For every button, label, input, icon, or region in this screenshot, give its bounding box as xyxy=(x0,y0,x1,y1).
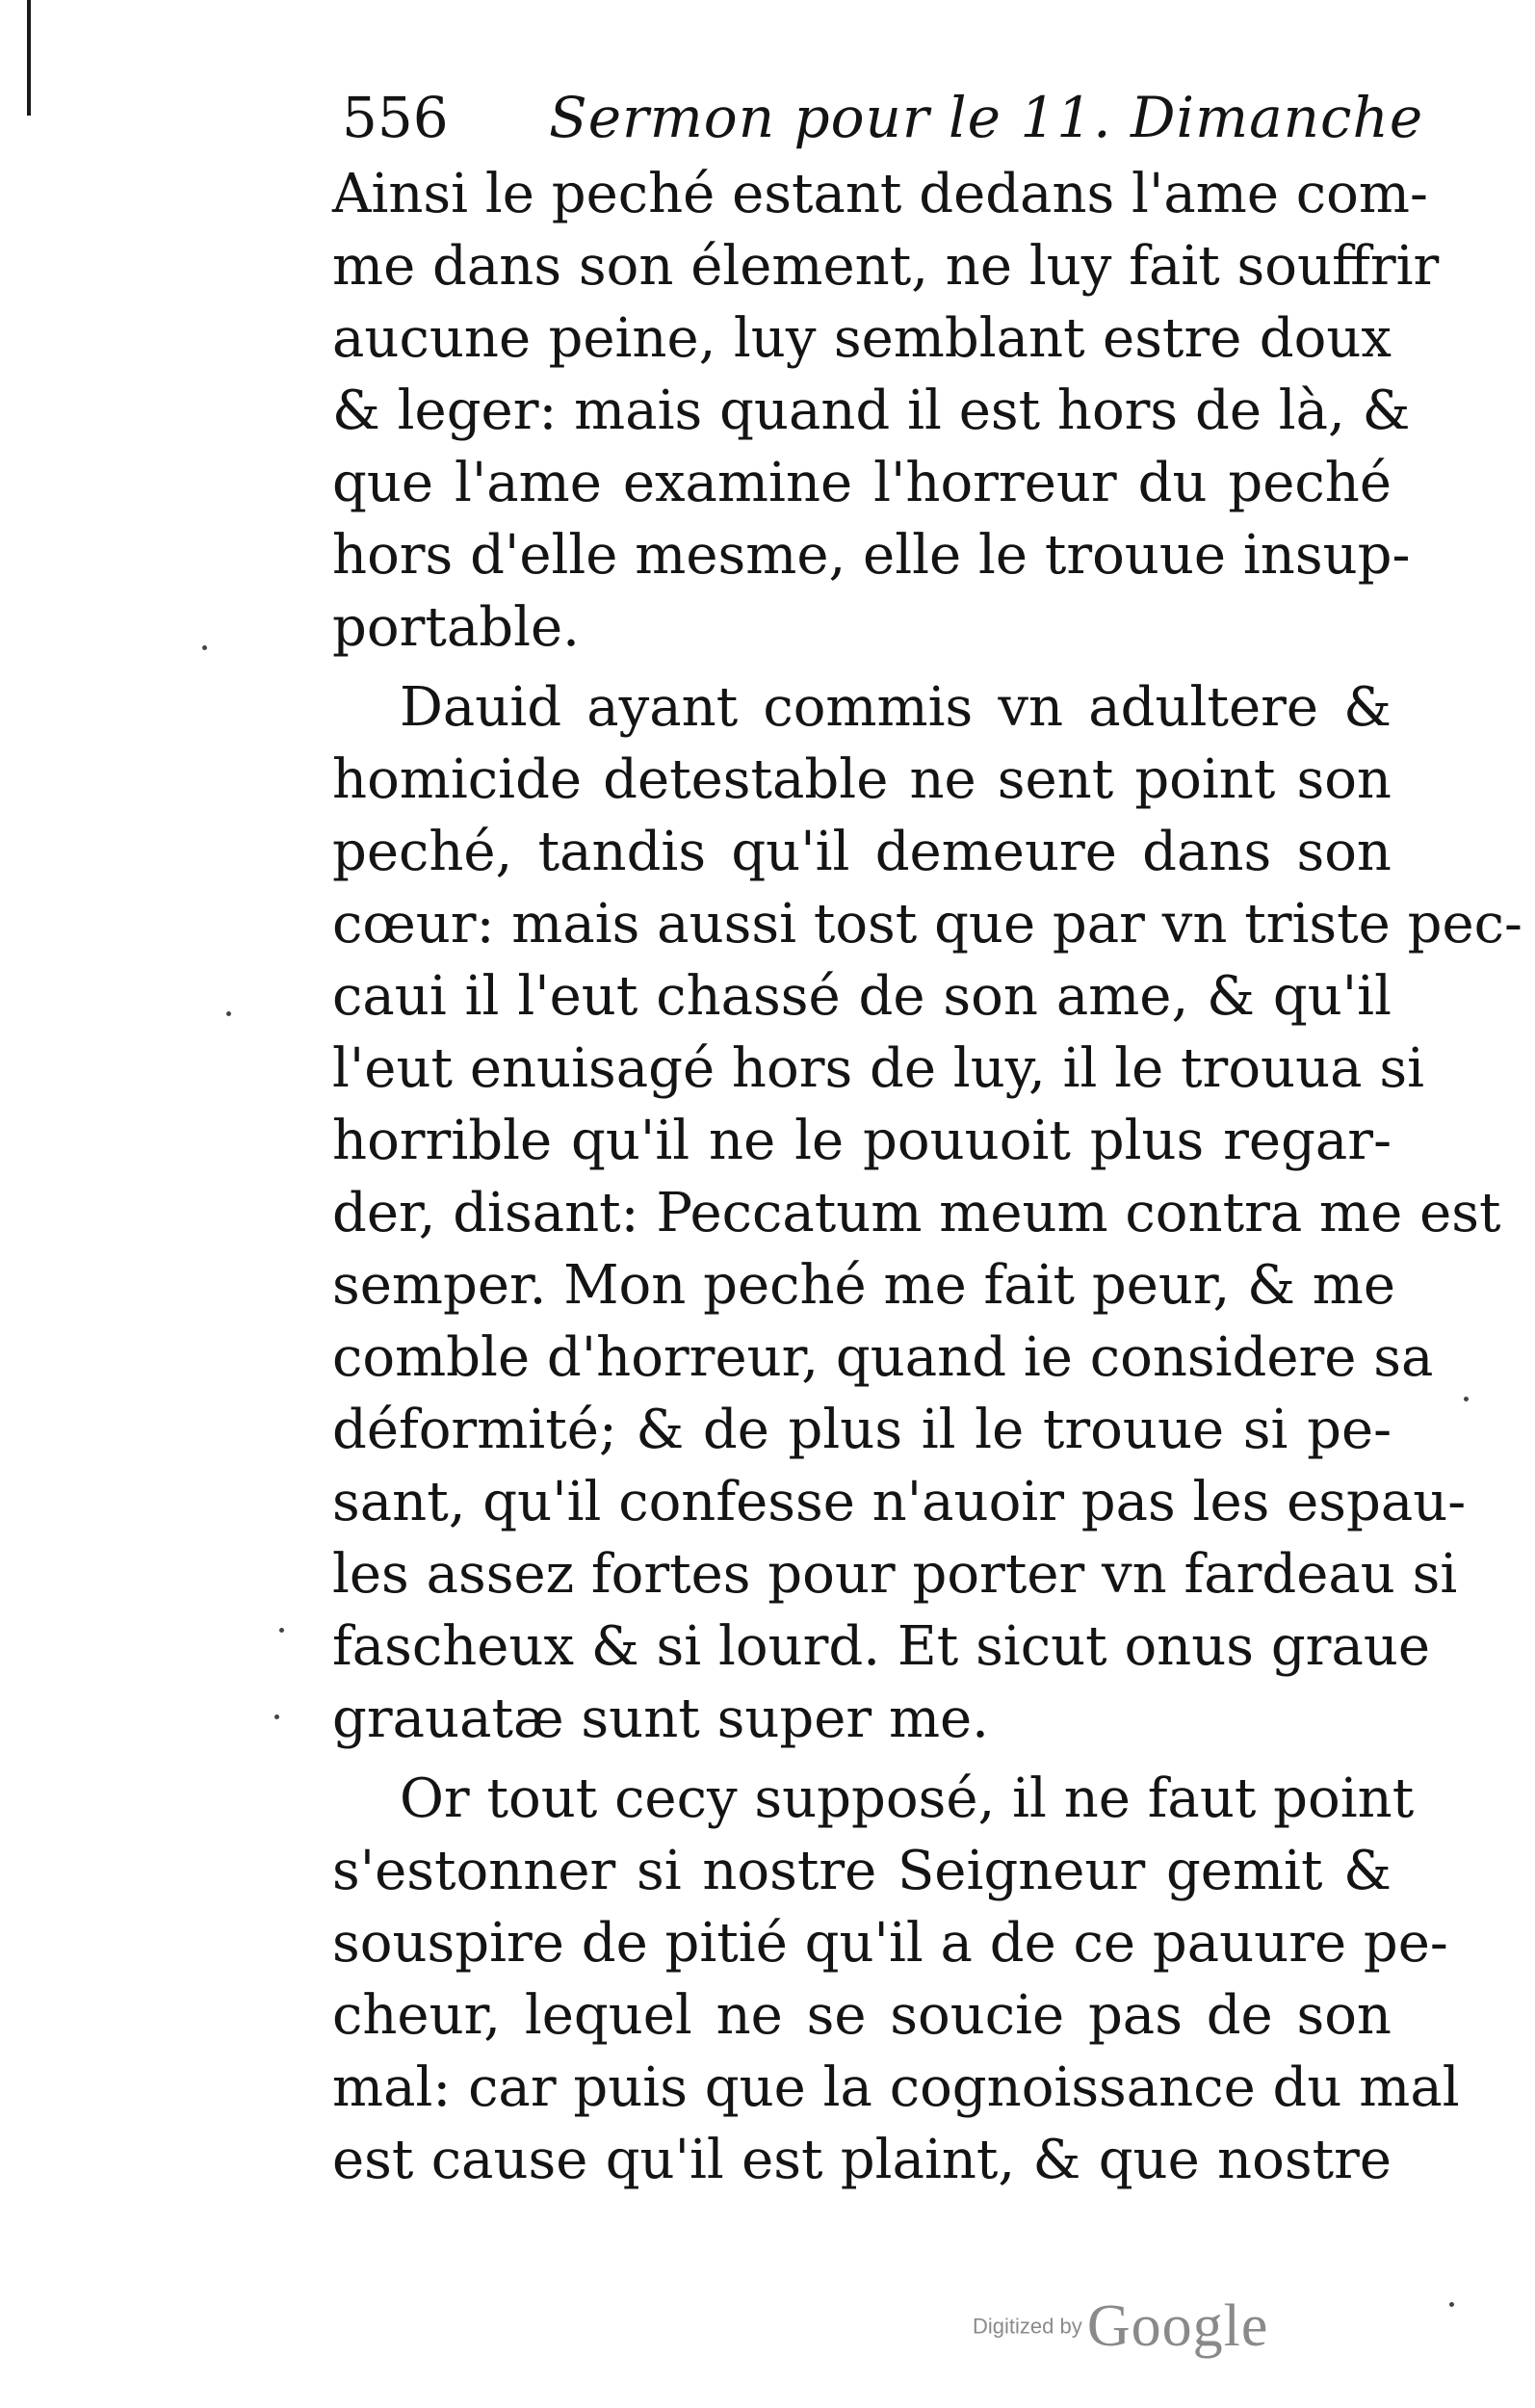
text-line: semper. Mon peché me fait peur, & me xyxy=(332,1254,1396,1317)
running-title: Sermon pour le 11. Dimanche xyxy=(549,85,1424,150)
book-page xyxy=(332,77,1522,2196)
text-line: que l'ame examine l'horreur du peché xyxy=(332,452,1392,514)
text-line: Dauid ayant commis vn adultere & xyxy=(400,676,1392,739)
text-line: cœur: mais aussi tost que par vn triste pec- xyxy=(332,893,1522,955)
text-line: peché, tandis qu'il demeure dans son xyxy=(332,821,1392,883)
page-number: 556 xyxy=(342,85,449,150)
text-line: mal: car puis que la cognoissance du mal xyxy=(332,2056,1460,2119)
text-line: aucune peine, luy semblant estre doux xyxy=(332,307,1392,370)
text-line: hors d'elle mesme, elle le trouue insup- xyxy=(332,524,1411,587)
text-line: s'estonner si nostre Seigneur gemit & xyxy=(332,1840,1392,1902)
text-line: caui il l'eut chassé de son ame, & qu'il xyxy=(332,965,1392,1028)
scan-speck xyxy=(202,645,207,650)
google-watermark xyxy=(973,2292,1268,2361)
text-line: horrible qu'il ne le pouuoit plus regar- xyxy=(332,1110,1392,1172)
scan-speck xyxy=(279,1628,284,1633)
text-line: les assez fortes pour porter vn fardeau si xyxy=(332,1543,1458,1606)
paragraph xyxy=(332,158,1440,664)
text-line: homicide detestable ne sent point son xyxy=(332,748,1392,811)
page-header xyxy=(332,77,1424,158)
text-line: cheur, lequel ne se soucie pas de son xyxy=(332,1984,1392,2047)
paragraph xyxy=(332,671,1522,1755)
text-line: sant, qu'il confesse n'auoir pas les espau- xyxy=(332,1471,1467,1533)
page-edge-line xyxy=(27,0,31,116)
scan-speck xyxy=(226,1011,231,1016)
text-line: me dans son élement, ne luy fait souffrir xyxy=(332,235,1440,298)
text-line: déformité; & de plus il le trouue si pe- xyxy=(332,1399,1392,1461)
text-line: fascheux & si lourd. Et sicut onus graue xyxy=(332,1615,1431,1678)
text-line: portable. xyxy=(332,596,580,659)
text-line: comble d'horreur, quand ie considere sa xyxy=(332,1326,1434,1389)
scan-speck xyxy=(274,1714,279,1719)
text-line: l'eut enuisagé hors de luy, il le trouua si xyxy=(332,1037,1424,1100)
text-line: & leger: mais quand il est hors de là, & xyxy=(332,380,1411,442)
text-line: der, disant: Peccatum meum contra me est xyxy=(332,1182,1501,1244)
scan-speck xyxy=(1449,2302,1454,2307)
text-line: grauatæ sunt super me. xyxy=(332,1688,989,1750)
digitized-by-label: Digitized by xyxy=(973,2314,1082,2339)
scan-speck xyxy=(1464,1397,1469,1401)
paragraph xyxy=(332,1763,1460,2196)
text-line: Or tout cecy supposé, il ne faut point xyxy=(400,1767,1415,1830)
text-line: est cause qu'il est plaint, & que nostre xyxy=(332,2129,1392,2191)
google-logo: Google xyxy=(1086,2293,1269,2359)
text-line: Ainsi le peché estant dedans l'ame com- xyxy=(332,163,1428,225)
text-line: souspire de pitié qu'il a de ce pauure pe- xyxy=(332,1912,1448,1975)
